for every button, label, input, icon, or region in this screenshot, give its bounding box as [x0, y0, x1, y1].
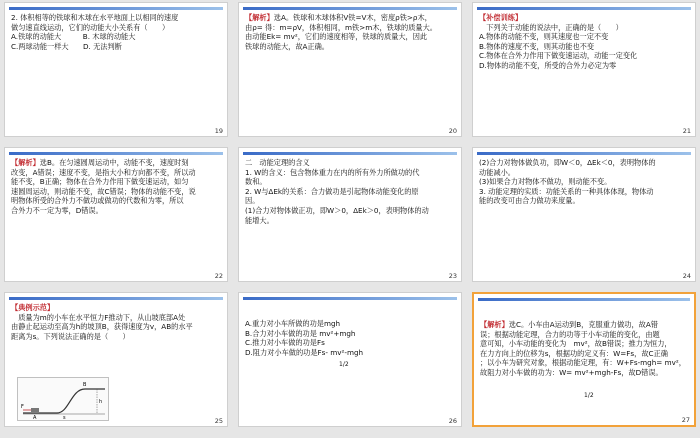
slide-tag: 【解析】	[480, 320, 509, 329]
slide-tag: 【解析】	[245, 13, 274, 22]
slide-thumbnail-25[interactable]	[4, 292, 228, 427]
distance-label: s	[63, 415, 66, 421]
slide-number: 21	[682, 127, 691, 135]
height-label: h	[99, 399, 103, 405]
slide-number: 20	[448, 127, 457, 135]
slide-text-line: 3. 动能定理的实质：功能关系的一种具体体现，物体动	[479, 186, 654, 196]
slide-text-line: 1. W的含义：包含物体重力在内的所有外力所做功的代	[245, 167, 420, 177]
slide-header-bar	[9, 152, 223, 155]
slide-number: 24	[682, 272, 691, 280]
slide-content	[245, 158, 455, 225]
slide-text-line: 铁球的动能大，故A正确。	[245, 41, 329, 51]
slide-header-bar	[477, 152, 691, 155]
slide-thumbnail-26[interactable]	[238, 292, 462, 427]
slide-number: 22	[214, 272, 223, 280]
slide-text-line: A.重力对小车所做的功是mgh	[245, 319, 341, 328]
slide-text-line: 明物体所受的合外力不做功或做功的代数和为零，所以	[11, 196, 184, 206]
point-b-label: B	[83, 382, 87, 388]
slide-tag: 【解析】	[11, 158, 40, 167]
slide-text-line: 数和。	[245, 177, 267, 187]
slide-number: 25	[214, 417, 223, 425]
slide-thumbnail-23[interactable]	[238, 147, 462, 282]
slide-text-line: B.物体的速度不变，则其动能也不变	[479, 41, 595, 51]
slide-text-line: (1)合力对物体做正功，即W＞0，ΔEk＞0，表明物体的动	[245, 205, 429, 215]
slide-thumbnail-22[interactable]	[4, 147, 228, 282]
slide-number: 19	[214, 127, 223, 135]
slide-text-line: 2. W与ΔEk的关系：合力做功是引起物体动能变化的原	[245, 186, 419, 196]
slide-text-line: 改变，A错误；速度不变，是指大小和方向都不变，所以动	[11, 167, 196, 177]
slide-thumbnail-21[interactable]	[472, 2, 696, 137]
slide-text-line: 二 动能定理的含义	[245, 158, 310, 167]
slide-text-line: 能增大。	[245, 215, 274, 225]
slide-text-line: 合外力不一定为零，D错误。	[11, 205, 103, 215]
slide-text-line: 由静止起运动至高为h的坡顶B，获得速度为v，AB的水平	[11, 322, 193, 332]
force-label: F	[21, 404, 24, 410]
slide-text-line: C.推力对小车做的功是Fs	[245, 338, 325, 348]
slide-content	[479, 158, 689, 206]
slide-text-line: 2. 体积相等的铁球和木球在水平地面上以相同的速度	[11, 13, 179, 22]
slide-text-line: 在力方向上的位移为s，根据功的定义有：W=Fs，故C正确	[480, 348, 668, 358]
slide-header-bar	[9, 297, 223, 300]
slide-content	[11, 158, 221, 216]
slide-number: 23	[448, 272, 457, 280]
slide-text-line: 下列关于动能的说法中，正确的是（ ）	[479, 22, 623, 32]
slide-text-line: C.两球动能一样大 D. 无法判断	[11, 41, 122, 51]
slide-text-line: D.阻力对小车做的功是Fs- mv²-mgh	[245, 347, 364, 357]
slide-text-line: 由动能Ek= mv²，它们的速度相等，铁球的质量大，因此	[245, 32, 428, 42]
slide-text-line: D.物体的动能不变，所受的合外力必定为零	[479, 60, 617, 70]
slide-content	[480, 320, 688, 378]
slide-header-bar	[243, 7, 457, 10]
slide-text-line: ；以小车为研究对象，根据动能定理，有：W+Fs-mgh= mv²，	[480, 358, 686, 368]
slide-content	[11, 303, 221, 341]
fraction-one-half: 1/2	[339, 361, 349, 368]
slide-header-bar	[243, 297, 457, 300]
slide-content	[11, 13, 221, 51]
slide-thumbnail-27[interactable]	[472, 292, 696, 427]
slide-text-line: (2)合力对物体做负功，即W＜0，ΔEk＜0，表明物体的	[479, 158, 656, 167]
slide-header-bar	[477, 7, 691, 10]
slide-text-line: B.合力对小车做的功是 mv²+mgh	[245, 328, 356, 338]
slide-text-line: 做匀速直线运动，它们的动能大小关系有（ ）	[11, 22, 170, 32]
slide-text-line: 速圆周运动，则动能不变，故C错误；物体的动能不变，说	[11, 186, 196, 196]
slide-content	[245, 319, 455, 357]
slide-header-bar	[9, 7, 223, 10]
slide-number: 26	[448, 417, 457, 425]
slide-content	[479, 13, 689, 71]
slide-content	[245, 13, 455, 51]
slide-text-line: 由ρ= 得：m=ρV，体积相同，m铁>m木，铁球的质量大。	[245, 22, 437, 32]
slide-text-line: 因。	[245, 196, 260, 206]
slide-text-line: 动能减小。	[479, 167, 515, 177]
slide-text-line: 故阻力对小车做的功为：W= mv²+mgh-Fs，故D错误。	[480, 367, 663, 377]
slide-text-line: A.物体的动能不变，则其速度也一定不变	[479, 32, 609, 42]
slide-text-line: 选C。小车由A运动到B，克服重力做功，故A错	[508, 320, 658, 329]
slide-thumbnail-19[interactable]	[4, 2, 228, 137]
point-a-label: A	[33, 415, 37, 421]
slide-text-line: 误；根据动能定理，合力的功等于小车动能的变化，由题	[480, 329, 660, 339]
slide-header-bar	[478, 298, 690, 301]
fraction-one-half: 1/2	[584, 392, 594, 399]
slide-header-bar	[243, 152, 457, 155]
slide-text-line: 质量为m的小车在水平恒力F推动下，从山坡底部A处	[11, 312, 186, 322]
slide-tag: 【补偿训练】	[479, 13, 523, 22]
slope-diagram	[17, 377, 109, 421]
slide-text-line: 能的改变可由合力做功来度量。	[479, 196, 580, 206]
slide-text-line: A.铁球的动能大 B. 木球的动能大	[11, 32, 136, 42]
slide-text-line: 选B。在匀速圆周运动中，动能不变，速度时刻	[39, 158, 189, 167]
slide-text-line: C.物体在合外力作用下做变速运动，动能一定变化	[479, 51, 638, 61]
slide-text-line: 意可知，小车动能的变化为 mv²，故B错误；推力为恒力，	[480, 339, 672, 349]
slide-text-line: 能不变，B正确；物体在合外力作用下做变速运动，如匀	[11, 177, 189, 187]
slide-text-line: 选A。铁球和木球体积V铁=V木，密度ρ铁>ρ木，	[273, 13, 432, 22]
slide-thumbnail-24[interactable]	[472, 147, 696, 282]
slide-text-line: (3)如果合力对物体不做功，则动能不变。	[479, 177, 612, 187]
slide-number: 27	[681, 416, 690, 424]
slide-text-line: 距离为s。下列说法正确的是（ ）	[11, 331, 130, 341]
slide-thumbnail-20[interactable]	[238, 2, 462, 137]
slide-tag: 【典例示范】	[11, 303, 55, 312]
